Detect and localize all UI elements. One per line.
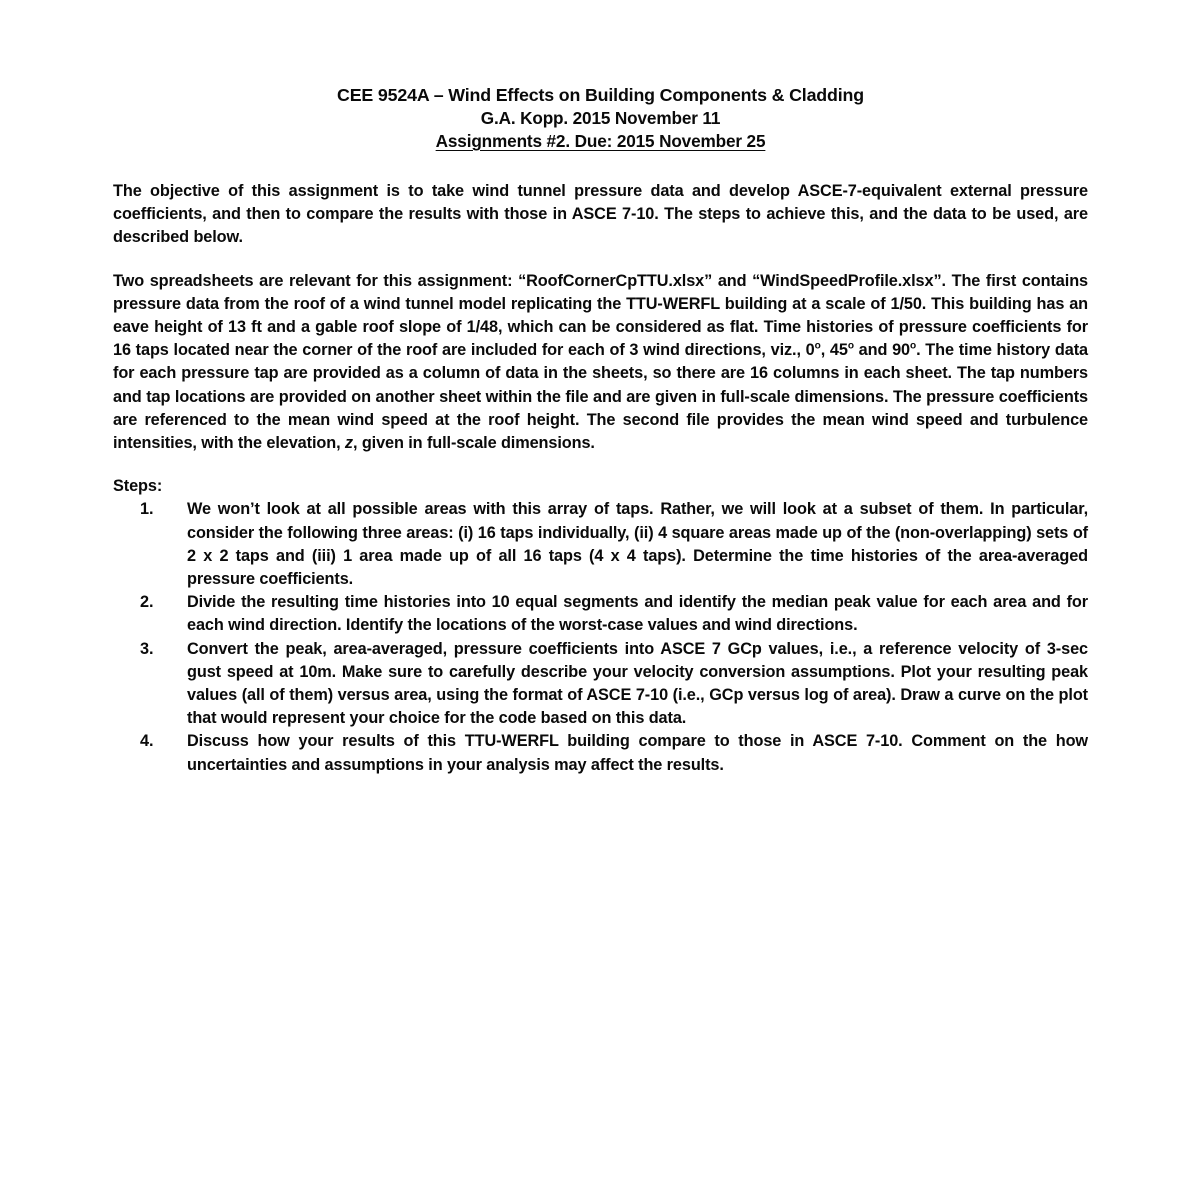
spacer-after-paragraph-2 <box>113 455 1088 475</box>
step-item-3 <box>113 638 1088 731</box>
paragraph-2-segment-2: , 45 <box>820 341 848 360</box>
degree-symbol-0: o <box>814 340 821 352</box>
paragraph-2-segment-3: and 90 <box>853 341 910 360</box>
step-item-1 <box>113 498 1088 591</box>
spacer-after-title <box>113 153 1088 180</box>
document-title-block <box>113 84 1088 153</box>
paragraph-2-segment-5: , given in full-scale dimensions. <box>352 434 595 453</box>
paragraph-spreadsheets <box>113 270 1088 456</box>
step-text-1: We won’t look at all possible areas with this array of taps. Rather, we will look at a subset of them. In particular, consider the following three areas: (i) 16 taps individually, (ii) 4 square areas made up of the (non-overlapping) sets of 2 x 2 taps and (iii) 1 area made up of all 16 taps (4 x 4 taps). Determine the time histories of the area-averaged pressure coefficients. <box>187 500 1088 589</box>
paragraph-2-segment-4: . The time history data for each pressure tap are provided as a column of data in the sheets, so there are 16 columns in each sheet. The tap numbers and tap locations are provided on another sheet within the file and are given in full-scale dimensions. The pressure coefficients are referenced to the mean wind speed at the roof height. The second file provides the mean wind speed and turbulence intensities, with the elevation, <box>113 341 1088 453</box>
paragraph-2-segment-1: Two spreadsheets are relevant for this assignment: “RoofCornerCpTTU.xlsx” and “WindSpeedProfile.xlsx”. The first contains pressure data from the roof of a wind tunnel model replicating the TTU-WERFL building at a scale of 1/50. This building has an eave height of 13 ft and a gable roof slope of 1/48, which can be considered as flat. Time histories of pressure coefficients for 16 taps located near the corner of the roof are included for each of 3 wind directions, viz., 0 <box>113 271 1088 360</box>
step-item-4 <box>113 730 1088 776</box>
paragraph-objective: The objective of this assignment is to take wind tunnel pressure data and develop ASCE-7-equivalent external pressure coefficients, and then to compare the results with those in ASCE 7-10. The steps to achieve this, and the data to be used, are described below. <box>113 182 1088 247</box>
title-underlined-text: Assignments #2. Due: 2015 November 25 <box>435 131 766 151</box>
step-text-2: Divide the resulting time histories into 10 equal segments and identify the median peak value for each area and for each wind direction. Identify the locations of the worst-case values and wind directions. <box>187 593 1088 635</box>
document-body <box>113 84 1088 777</box>
step-item-2 <box>113 591 1088 637</box>
step-number-2: 2. <box>140 593 154 612</box>
title-line-author-date: G.A. Kopp. 2015 November 11 <box>480 108 721 128</box>
title-line-assignment-due <box>113 130 1088 153</box>
degree-symbol-45: o <box>847 340 854 352</box>
step-number-1: 1. <box>140 500 154 519</box>
step-number-3: 3. <box>140 639 154 658</box>
degree-symbol-90: o <box>910 340 917 352</box>
steps-list <box>113 498 1088 776</box>
variable-z: z <box>344 434 353 453</box>
title-line-course: CEE 9524A – Wind Effects on Building Components & Cladding <box>337 85 864 105</box>
spacer-after-paragraph-1 <box>113 250 1088 270</box>
step-text-3: Convert the peak, area-averaged, pressure coefficients into ASCE 7 GCp values, i.e., a reference velocity of 3-sec gust speed at 10m. Make sure to carefully describe your velocity conversion assumptions. Plot your resulting peak values (all of them) versus area, using the format of ASCE 7-10 (i.e., GCp versus log of area). Draw a curve on the plot that would represent your choice for the code based on this data. <box>187 639 1088 728</box>
steps-heading: Steps: <box>113 477 163 496</box>
step-number-4: 4. <box>140 732 154 751</box>
step-text-4: Discuss how your results of this TTU-WERFL building compare to those in ASCE 7-10. Comment on the how uncertainties and assumptions in your analysis may affect the results. <box>187 732 1088 774</box>
